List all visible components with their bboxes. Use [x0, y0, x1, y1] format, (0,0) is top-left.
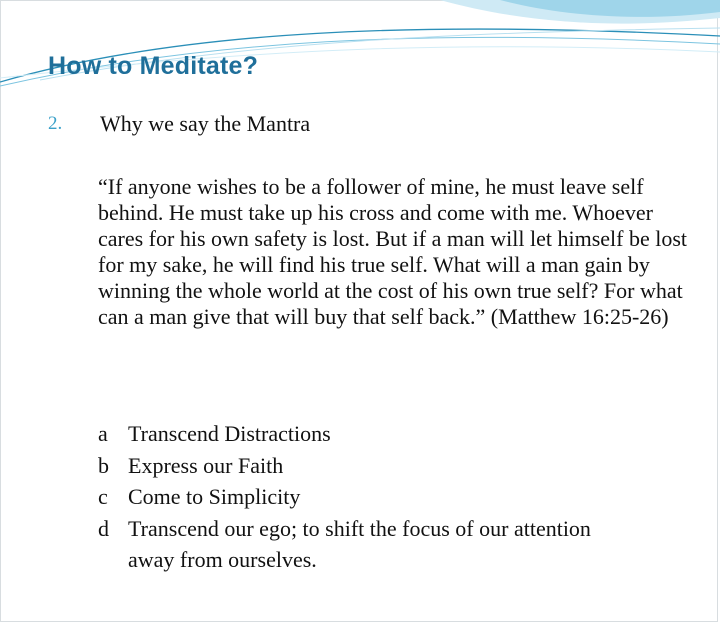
list-item [98, 481, 598, 513]
reasons-list [98, 418, 598, 576]
list-item [98, 450, 598, 482]
slide-title: How to Meditate? [48, 52, 259, 80]
list-item-text: Express our Faith [128, 452, 284, 478]
list-item-letter: b [98, 452, 109, 478]
item-number: 2. [48, 113, 63, 134]
list-item [98, 418, 598, 450]
list-item-letter: a [98, 421, 108, 446]
list-item-letter: d [98, 515, 109, 541]
item-heading: Why we say the Mantra [100, 111, 311, 136]
list-item-letter: c [98, 484, 108, 509]
list-item-text: Transcend Distractions [128, 421, 331, 446]
scripture-quote: “If anyone wishes to be a follower of mine, he must leave self behind. He must take up his cross and come with me. Whoever cares for his own safety is lost. But if a man will let himself be lost for my sake, he will find his true self. What will a man gain by winning the whole world at the cost of his own true self? For what can a man give that will buy that self back.” (Matthew 16:25-26) [98, 174, 688, 329]
list-item [98, 513, 598, 576]
list-item-text: Come to Simplicity [128, 484, 301, 509]
list-item-text: Transcend our ego; to shift the focus of our attention away from ourselves. [128, 515, 591, 572]
